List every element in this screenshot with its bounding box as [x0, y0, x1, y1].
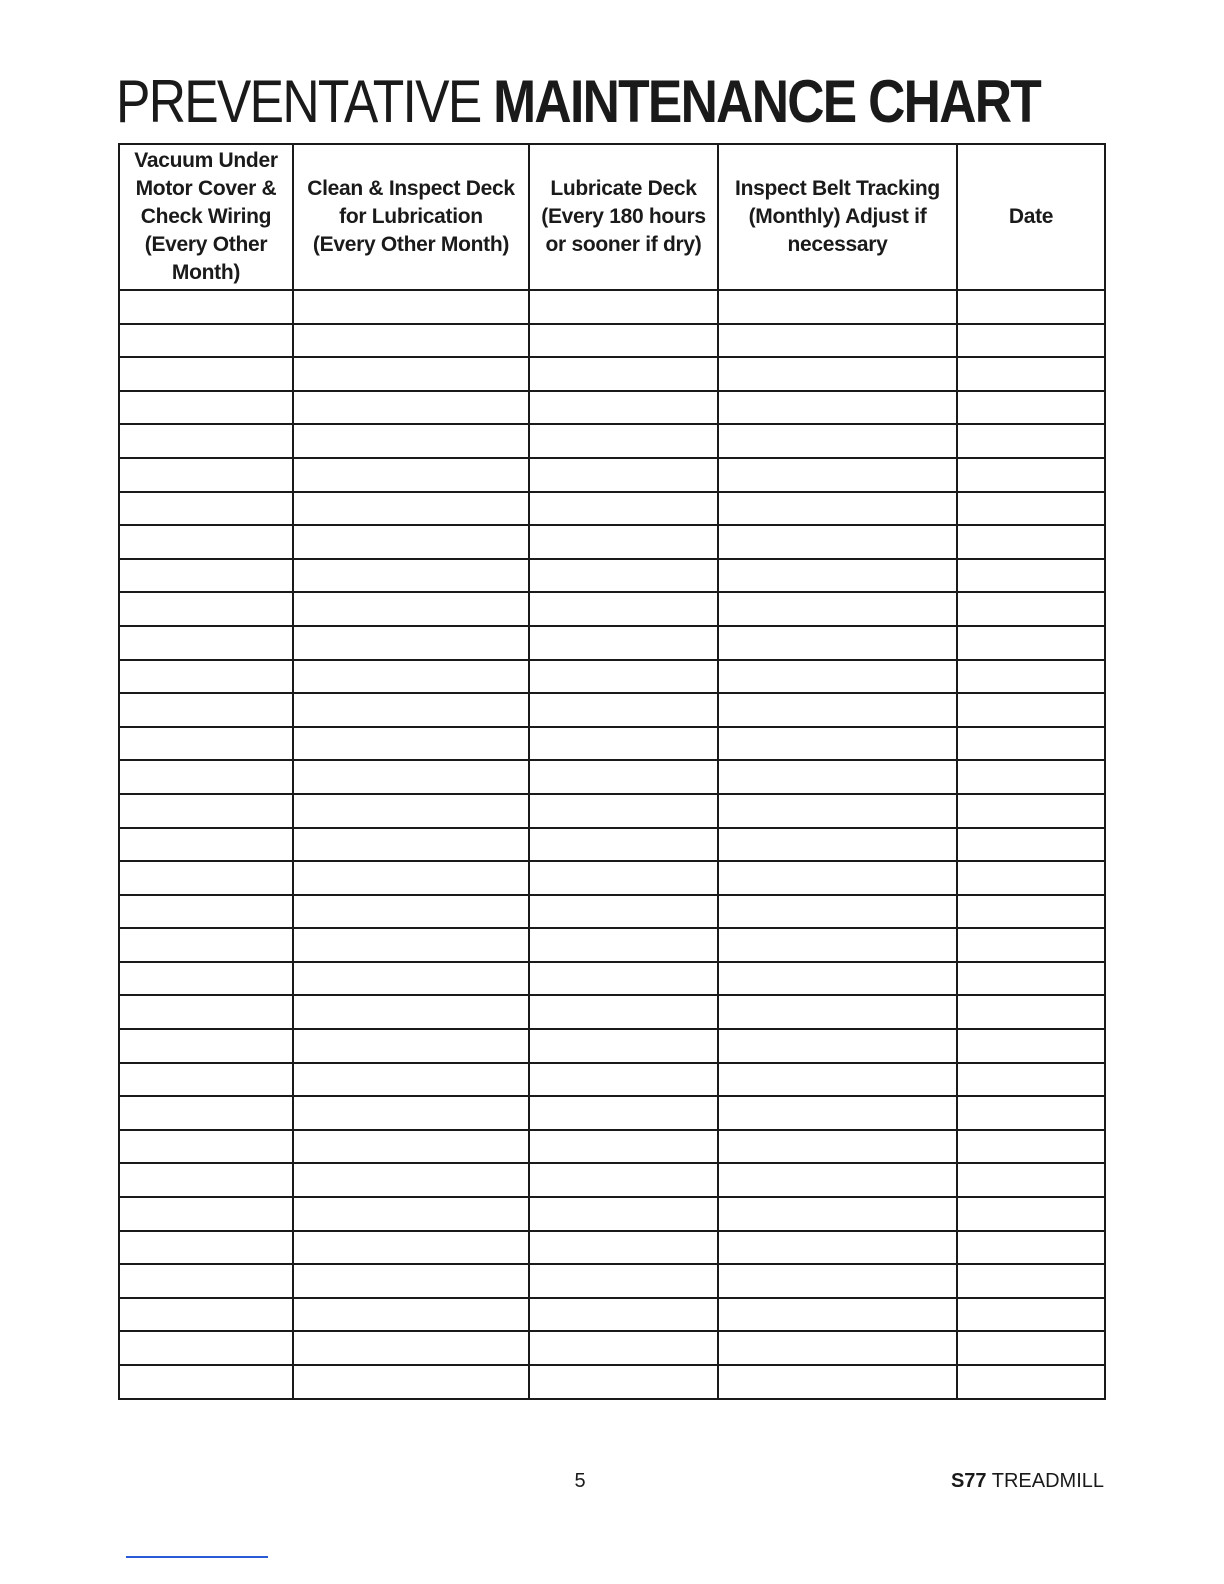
log-cell[interactable]: [119, 592, 293, 626]
log-cell[interactable]: [529, 1264, 718, 1298]
log-cell[interactable]: [119, 794, 293, 828]
log-cell[interactable]: [957, 861, 1105, 895]
log-cell[interactable]: [718, 1231, 957, 1265]
log-cell[interactable]: [957, 424, 1105, 458]
log-cell[interactable]: [119, 324, 293, 358]
log-cell[interactable]: [529, 861, 718, 895]
table-row: [119, 660, 1105, 694]
model-label: TREADMILL: [991, 1470, 1104, 1492]
log-cell[interactable]: [957, 828, 1105, 862]
table-row: [119, 592, 1105, 626]
log-cell[interactable]: [718, 458, 957, 492]
log-cell[interactable]: [293, 1063, 529, 1097]
table-body: [119, 290, 1105, 1399]
log-cell[interactable]: [293, 1197, 529, 1231]
log-cell[interactable]: [957, 559, 1105, 593]
table-row: [119, 1130, 1105, 1164]
table-row: [119, 1264, 1105, 1298]
log-cell[interactable]: [718, 290, 957, 324]
log-cell[interactable]: [119, 895, 293, 929]
log-cell[interactable]: [718, 391, 957, 425]
log-cell[interactable]: [119, 1130, 293, 1164]
log-cell[interactable]: [718, 693, 957, 727]
log-cell[interactable]: [957, 1096, 1105, 1130]
log-cell[interactable]: [293, 357, 529, 391]
log-cell[interactable]: [529, 559, 718, 593]
log-cell[interactable]: [119, 1365, 293, 1399]
log-cell[interactable]: [529, 693, 718, 727]
log-cell[interactable]: [718, 828, 957, 862]
log-cell[interactable]: [529, 492, 718, 526]
log-cell[interactable]: [293, 391, 529, 425]
log-cell[interactable]: [293, 727, 529, 761]
log-cell[interactable]: [957, 1130, 1105, 1164]
log-cell[interactable]: [957, 727, 1105, 761]
log-cell[interactable]: [529, 1197, 718, 1231]
log-cell[interactable]: [957, 1264, 1105, 1298]
table-row: [119, 324, 1105, 358]
log-cell[interactable]: [529, 1063, 718, 1097]
table-row: [119, 895, 1105, 929]
log-cell[interactable]: [119, 861, 293, 895]
log-cell[interactable]: [293, 626, 529, 660]
log-cell[interactable]: [529, 760, 718, 794]
log-cell[interactable]: [119, 828, 293, 862]
log-cell[interactable]: [119, 492, 293, 526]
log-cell[interactable]: [293, 559, 529, 593]
log-cell[interactable]: [718, 1298, 957, 1332]
header-date: Date: [957, 144, 1105, 290]
log-cell[interactable]: [957, 1231, 1105, 1265]
table-row: [119, 760, 1105, 794]
log-cell[interactable]: [293, 828, 529, 862]
log-cell[interactable]: [293, 424, 529, 458]
page-title-bold: MAINTENANCE CHART: [493, 68, 1041, 135]
log-cell[interactable]: [718, 760, 957, 794]
log-cell[interactable]: [957, 1365, 1105, 1399]
log-cell[interactable]: [957, 1331, 1105, 1365]
table-row: [119, 1197, 1105, 1231]
log-cell[interactable]: [293, 525, 529, 559]
table-row: [119, 693, 1105, 727]
log-cell[interactable]: [718, 424, 957, 458]
log-cell[interactable]: [957, 525, 1105, 559]
header-inspect-belt-tracking: Inspect Belt Tracking (Monthly) Adjust if necessary: [718, 144, 957, 290]
log-cell[interactable]: [957, 660, 1105, 694]
log-cell[interactable]: [957, 760, 1105, 794]
table-row: [119, 1298, 1105, 1332]
log-cell[interactable]: [119, 995, 293, 1029]
log-cell[interactable]: [293, 1130, 529, 1164]
log-cell[interactable]: [529, 324, 718, 358]
table-row: [119, 962, 1105, 996]
table-row: [119, 1365, 1105, 1399]
log-cell[interactable]: [529, 1231, 718, 1265]
log-cell[interactable]: [529, 458, 718, 492]
log-cell[interactable]: [119, 962, 293, 996]
log-cell[interactable]: [529, 290, 718, 324]
log-cell[interactable]: [718, 1096, 957, 1130]
log-cell[interactable]: [529, 391, 718, 425]
header-lubricate-deck: Lubricate Deck (Every 180 hours or sooner if dry): [529, 144, 718, 290]
log-cell[interactable]: [957, 995, 1105, 1029]
log-cell[interactable]: [119, 1029, 293, 1063]
log-cell[interactable]: [718, 928, 957, 962]
maintenance-chart-table: [118, 143, 1106, 1400]
table-row: [119, 1029, 1105, 1063]
log-cell[interactable]: [529, 1365, 718, 1399]
log-cell[interactable]: [529, 1298, 718, 1332]
log-cell[interactable]: [293, 290, 529, 324]
log-cell[interactable]: [957, 492, 1105, 526]
table-row: [119, 458, 1105, 492]
table-row: [119, 794, 1105, 828]
log-cell[interactable]: [529, 660, 718, 694]
log-cell[interactable]: [119, 458, 293, 492]
table-row: [119, 1163, 1105, 1197]
log-cell[interactable]: [293, 760, 529, 794]
log-cell[interactable]: [119, 1197, 293, 1231]
log-cell[interactable]: [293, 1231, 529, 1265]
log-cell[interactable]: [718, 1331, 957, 1365]
log-cell[interactable]: [529, 794, 718, 828]
log-cell[interactable]: [529, 895, 718, 929]
log-cell[interactable]: [293, 1264, 529, 1298]
log-cell[interactable]: [957, 962, 1105, 996]
log-cell[interactable]: [718, 559, 957, 593]
log-cell[interactable]: [957, 290, 1105, 324]
log-cell[interactable]: [718, 626, 957, 660]
log-cell[interactable]: [718, 1130, 957, 1164]
log-cell[interactable]: [529, 1163, 718, 1197]
log-cell[interactable]: [957, 1163, 1105, 1197]
log-cell[interactable]: [293, 794, 529, 828]
table-row: [119, 1231, 1105, 1265]
log-cell[interactable]: [119, 525, 293, 559]
table-row: [119, 525, 1105, 559]
log-cell[interactable]: [119, 693, 293, 727]
log-cell[interactable]: [119, 1163, 293, 1197]
log-cell[interactable]: [119, 1096, 293, 1130]
log-cell[interactable]: [119, 1063, 293, 1097]
table-row: [119, 357, 1105, 391]
log-cell[interactable]: [293, 928, 529, 962]
log-cell[interactable]: [718, 1197, 957, 1231]
log-cell[interactable]: [718, 1365, 957, 1399]
table-row: [119, 861, 1105, 895]
log-cell[interactable]: [718, 592, 957, 626]
log-cell[interactable]: [718, 660, 957, 694]
log-cell[interactable]: [718, 357, 957, 391]
log-cell[interactable]: [957, 895, 1105, 929]
log-cell[interactable]: [529, 424, 718, 458]
log-cell[interactable]: [718, 794, 957, 828]
log-cell[interactable]: [957, 1063, 1105, 1097]
table-row: [119, 1063, 1105, 1097]
log-cell[interactable]: [119, 424, 293, 458]
table-row: [119, 1096, 1105, 1130]
log-cell[interactable]: [119, 660, 293, 694]
log-cell[interactable]: [293, 1331, 529, 1365]
log-cell[interactable]: [718, 1264, 957, 1298]
log-cell[interactable]: [119, 626, 293, 660]
model-code: S77: [950, 1470, 987, 1492]
log-cell[interactable]: [957, 1298, 1105, 1332]
table-row: [119, 995, 1105, 1029]
page-title-light: PREVENTATIVE: [116, 68, 481, 135]
log-cell[interactable]: [293, 1298, 529, 1332]
log-cell[interactable]: [119, 1231, 293, 1265]
table-row: [119, 1331, 1105, 1365]
log-cell[interactable]: [293, 1163, 529, 1197]
log-cell[interactable]: [529, 928, 718, 962]
table-row: [119, 727, 1105, 761]
log-cell[interactable]: [293, 1365, 529, 1399]
log-cell[interactable]: [119, 559, 293, 593]
log-cell[interactable]: [529, 1130, 718, 1164]
log-cell[interactable]: [119, 357, 293, 391]
log-cell[interactable]: [293, 693, 529, 727]
log-cell[interactable]: [718, 895, 957, 929]
log-cell[interactable]: [718, 861, 957, 895]
log-cell[interactable]: [293, 324, 529, 358]
log-cell[interactable]: [119, 1264, 293, 1298]
log-cell[interactable]: [293, 962, 529, 996]
log-cell[interactable]: [293, 895, 529, 929]
header-clean-inspect-deck: Clean & Inspect Deck for Lubrication (Every Other Month): [293, 144, 529, 290]
log-cell[interactable]: [957, 1029, 1105, 1063]
log-cell[interactable]: [293, 1029, 529, 1063]
log-cell[interactable]: [718, 962, 957, 996]
log-cell[interactable]: [957, 794, 1105, 828]
table-row: [119, 559, 1105, 593]
log-cell[interactable]: [529, 525, 718, 559]
log-cell[interactable]: [529, 626, 718, 660]
log-cell[interactable]: [293, 592, 529, 626]
page-number: 5: [574, 1470, 586, 1492]
log-cell[interactable]: [529, 828, 718, 862]
log-cell[interactable]: [119, 760, 293, 794]
table-header-row: [119, 144, 1105, 290]
log-cell[interactable]: [119, 727, 293, 761]
log-cell[interactable]: [718, 727, 957, 761]
table-row: [119, 928, 1105, 962]
log-cell[interactable]: [529, 727, 718, 761]
log-cell[interactable]: [293, 995, 529, 1029]
table-row: [119, 492, 1105, 526]
log-cell[interactable]: [957, 693, 1105, 727]
log-cell[interactable]: [957, 324, 1105, 358]
log-cell[interactable]: [293, 660, 529, 694]
log-cell[interactable]: [119, 290, 293, 324]
log-cell[interactable]: [957, 391, 1105, 425]
table-row: [119, 290, 1105, 324]
log-cell[interactable]: [119, 1331, 293, 1365]
log-cell[interactable]: [529, 962, 718, 996]
log-cell[interactable]: [718, 1163, 957, 1197]
log-cell[interactable]: [119, 391, 293, 425]
table-row: [119, 626, 1105, 660]
log-cell[interactable]: [529, 1096, 718, 1130]
log-cell[interactable]: [718, 525, 957, 559]
model-name: [951, 1470, 1104, 1493]
bottom-rule: [126, 1556, 268, 1558]
log-cell[interactable]: [957, 592, 1105, 626]
table-row: [119, 391, 1105, 425]
log-cell[interactable]: [293, 861, 529, 895]
log-cell[interactable]: [293, 458, 529, 492]
log-cell[interactable]: [957, 458, 1105, 492]
log-cell[interactable]: [119, 928, 293, 962]
log-cell[interactable]: [293, 492, 529, 526]
table-row: [119, 424, 1105, 458]
log-cell[interactable]: [957, 1197, 1105, 1231]
log-cell[interactable]: [529, 995, 718, 1029]
log-cell[interactable]: [529, 592, 718, 626]
table-row: [119, 828, 1105, 862]
page-title: [116, 66, 1040, 138]
header-vacuum-motor-cover: Vacuum Under Motor Cover & Check Wiring (Every Other Month): [119, 144, 293, 290]
log-cell[interactable]: [957, 928, 1105, 962]
log-cell[interactable]: [529, 1029, 718, 1063]
log-cell[interactable]: [718, 324, 957, 358]
log-cell[interactable]: [957, 357, 1105, 391]
log-cell[interactable]: [119, 1298, 293, 1332]
log-cell[interactable]: [529, 357, 718, 391]
log-cell[interactable]: [957, 626, 1105, 660]
log-cell[interactable]: [529, 1331, 718, 1365]
log-cell[interactable]: [718, 1063, 957, 1097]
log-cell[interactable]: [718, 1029, 957, 1063]
log-cell[interactable]: [293, 1096, 529, 1130]
log-cell[interactable]: [718, 995, 957, 1029]
log-cell[interactable]: [718, 492, 957, 526]
